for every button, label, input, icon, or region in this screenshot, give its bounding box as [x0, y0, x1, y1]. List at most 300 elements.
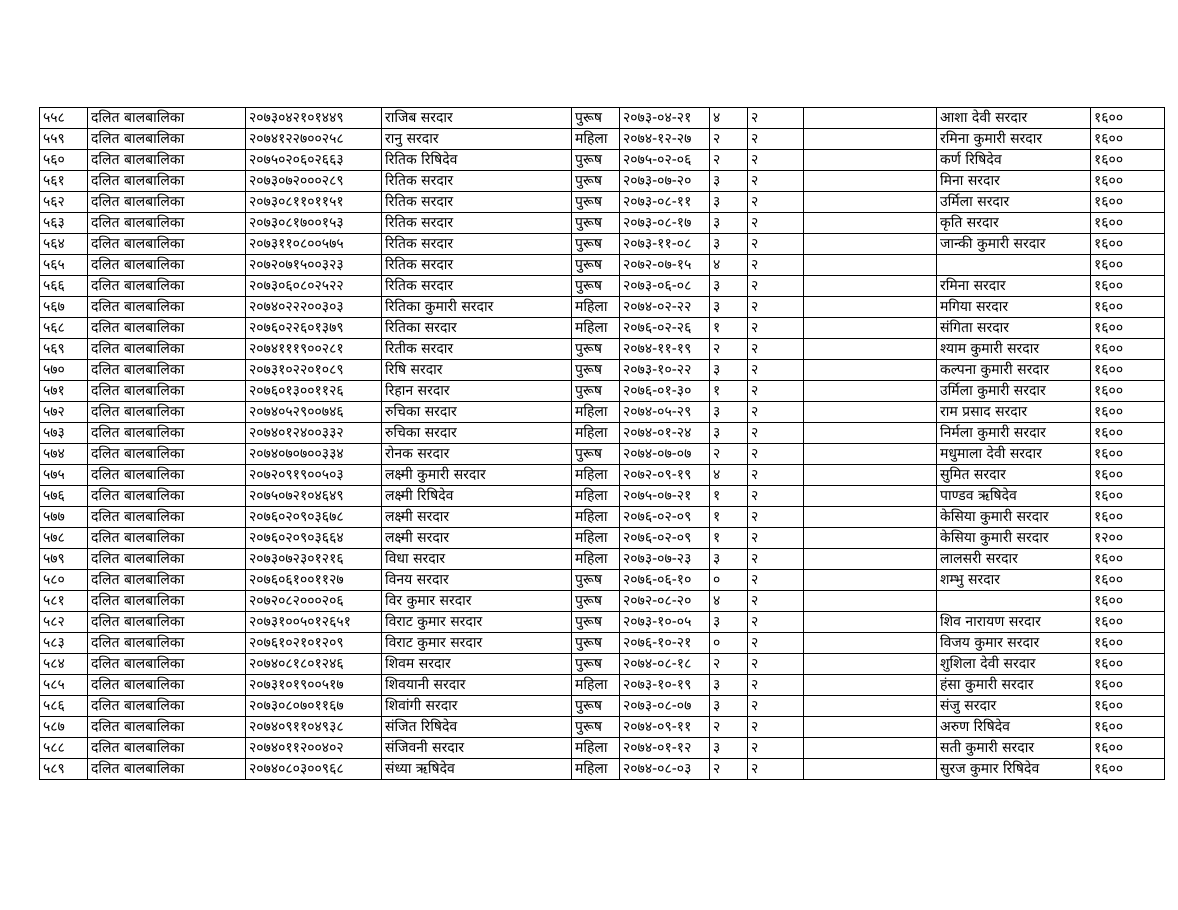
guardian-name-cell: पाण्डव ऋषिदेव [937, 486, 1091, 507]
serial-number-cell: ५८८ [40, 738, 88, 759]
beneficiary-name-cell: लक्ष्मी रिषिदेव [382, 486, 572, 507]
table-row [40, 444, 1165, 465]
number-cell: २ [710, 654, 748, 675]
date-of-birth-cell: २०७५-०२-०६ [620, 150, 710, 171]
category-cell: दलित बालबालिका [88, 318, 246, 339]
amount-cell: १६०० [1091, 213, 1165, 234]
category-cell: दलित बालबालिका [88, 465, 246, 486]
blank-cell [804, 402, 937, 423]
serial-number-cell: ५७० [40, 360, 88, 381]
amount-cell: १६०० [1091, 255, 1165, 276]
date-of-birth-cell: २०७४-०७-०७ [620, 444, 710, 465]
registration-number-cell: २०७६०१३००११२६ [246, 381, 382, 402]
registration-number-cell: २०७३०६०८०२५२२ [246, 276, 382, 297]
number-cell: ३ [710, 171, 748, 192]
category-cell: दलित बालबालिका [88, 276, 246, 297]
blank-cell [804, 486, 937, 507]
document-page [39, 107, 1165, 780]
category-cell: दलित बालबालिका [88, 675, 246, 696]
number-cell: ४ [710, 591, 748, 612]
table-row [40, 612, 1165, 633]
number-cell: २ [710, 150, 748, 171]
amount-cell: १६०० [1091, 675, 1165, 696]
gender-cell: पुरूष [572, 696, 620, 717]
number-cell: ० [710, 633, 748, 654]
date-of-birth-cell: २०७४-०५-२९ [620, 402, 710, 423]
number-cell: २ [748, 381, 804, 402]
date-of-birth-cell: २०७३-१०-१९ [620, 675, 710, 696]
amount-cell: १६०० [1091, 360, 1165, 381]
date-of-birth-cell: २०७३-०७-२३ [620, 549, 710, 570]
beneficiary-name-cell: विधा सरदार [382, 549, 572, 570]
registration-number-cell: २०७२०८२०००२०६ [246, 591, 382, 612]
registration-number-cell: २०७६०२०९०३६७८ [246, 507, 382, 528]
registration-number-cell: २०७४०५२९००७४६ [246, 402, 382, 423]
guardian-name-cell: जान्की कुमारी सरदार [937, 234, 1091, 255]
date-of-birth-cell: २०७२-०८-२० [620, 591, 710, 612]
serial-number-cell: ५८२ [40, 612, 88, 633]
number-cell: ४ [710, 255, 748, 276]
date-of-birth-cell: २०७६-०२-२६ [620, 318, 710, 339]
category-cell: दलित बालबालिका [88, 213, 246, 234]
table-row [40, 633, 1165, 654]
serial-number-cell: ५६७ [40, 297, 88, 318]
serial-number-cell: ५६१ [40, 171, 88, 192]
gender-cell: महिला [572, 297, 620, 318]
number-cell: ३ [710, 297, 748, 318]
registration-number-cell: २०७५०२०६०२६६३ [246, 150, 382, 171]
blank-cell [804, 759, 937, 780]
table-row [40, 549, 1165, 570]
gender-cell: पुरूष [572, 192, 620, 213]
gender-cell: पुरूष [572, 360, 620, 381]
beneficiary-name-cell: रोनक सरदार [382, 444, 572, 465]
date-of-birth-cell: २०७३-१०-०५ [620, 612, 710, 633]
guardian-name-cell: मधुमाला देवी सरदार [937, 444, 1091, 465]
table-row [40, 465, 1165, 486]
amount-cell: १६०० [1091, 486, 1165, 507]
number-cell: २ [710, 129, 748, 150]
date-of-birth-cell: २०७२-०९-१९ [620, 465, 710, 486]
serial-number-cell: ५६६ [40, 276, 88, 297]
beneficiary-name-cell: संध्या ऋषिदेव [382, 759, 572, 780]
gender-cell: पुरूष [572, 717, 620, 738]
serial-number-cell: ५६० [40, 150, 88, 171]
guardian-name-cell [937, 591, 1091, 612]
date-of-birth-cell: २०७४-०२-२२ [620, 297, 710, 318]
category-cell: दलित बालबालिका [88, 255, 246, 276]
registration-number-cell: २०७३०७२०००२८९ [246, 171, 382, 192]
table-row [40, 402, 1165, 423]
table-row [40, 192, 1165, 213]
category-cell: दलित बालबालिका [88, 528, 246, 549]
serial-number-cell: ५५८ [40, 108, 88, 129]
table-row [40, 171, 1165, 192]
category-cell: दलित बालबालिका [88, 339, 246, 360]
serial-number-cell: ५८३ [40, 633, 88, 654]
blank-cell [804, 276, 937, 297]
serial-number-cell: ५७१ [40, 381, 88, 402]
category-cell: दलित बालबालिका [88, 360, 246, 381]
number-cell: २ [748, 192, 804, 213]
guardian-name-cell: रमिना कुमारी सरदार [937, 129, 1091, 150]
number-cell: २ [748, 444, 804, 465]
number-cell: २ [748, 486, 804, 507]
number-cell: १ [710, 486, 748, 507]
blank-cell [804, 297, 937, 318]
registration-number-cell: २०७४०८१८०१२४६ [246, 654, 382, 675]
gender-cell: पुरूष [572, 591, 620, 612]
registration-number-cell: २०७६०६१००११२७ [246, 570, 382, 591]
amount-cell: १६०० [1091, 507, 1165, 528]
blank-cell [804, 633, 937, 654]
gender-cell: पुरूष [572, 234, 620, 255]
gender-cell: महिला [572, 486, 620, 507]
registration-number-cell: २०७३०७२३०१२१६ [246, 549, 382, 570]
blank-cell [804, 696, 937, 717]
beneficiary-name-cell: शिवांगी सरदार [382, 696, 572, 717]
amount-cell: १६०० [1091, 297, 1165, 318]
amount-cell: १६०० [1091, 276, 1165, 297]
table-row [40, 276, 1165, 297]
table-row [40, 150, 1165, 171]
date-of-birth-cell: २०७३-०८-१७ [620, 213, 710, 234]
number-cell: १ [710, 381, 748, 402]
serial-number-cell: ५८४ [40, 654, 88, 675]
gender-cell: महिला [572, 507, 620, 528]
gender-cell: पुरूष [572, 570, 620, 591]
registration-number-cell: २०७३११०८००५७५ [246, 234, 382, 255]
serial-number-cell: ५६४ [40, 234, 88, 255]
category-cell: दलित बालबालिका [88, 549, 246, 570]
amount-cell: १६०० [1091, 171, 1165, 192]
guardian-name-cell: कृति सरदार [937, 213, 1091, 234]
table-row [40, 738, 1165, 759]
number-cell: २ [748, 591, 804, 612]
category-cell: दलित बालबालिका [88, 612, 246, 633]
registration-number-cell: २०७४०८०३००९६८ [246, 759, 382, 780]
serial-number-cell: ५६५ [40, 255, 88, 276]
category-cell: दलित बालबालिका [88, 150, 246, 171]
gender-cell: महिला [572, 675, 620, 696]
blank-cell [804, 591, 937, 612]
number-cell: २ [748, 717, 804, 738]
number-cell: १ [710, 318, 748, 339]
blank-cell [804, 528, 937, 549]
date-of-birth-cell: २०७३-११-०८ [620, 234, 710, 255]
category-cell: दलित बालबालिका [88, 696, 246, 717]
gender-cell: पुरूष [572, 633, 620, 654]
category-cell: दलित बालबालिका [88, 570, 246, 591]
category-cell: दलित बालबालिका [88, 633, 246, 654]
amount-cell: १६०० [1091, 612, 1165, 633]
number-cell: २ [748, 171, 804, 192]
category-cell: दलित बालबालिका [88, 297, 246, 318]
serial-number-cell: ५८७ [40, 717, 88, 738]
serial-number-cell: ५७८ [40, 528, 88, 549]
registration-number-cell: २०७६०२०९०३६६४ [246, 528, 382, 549]
amount-cell: १६०० [1091, 129, 1165, 150]
date-of-birth-cell: २०७३-१०-२२ [620, 360, 710, 381]
category-cell: दलित बालबालिका [88, 234, 246, 255]
amount-cell: १६०० [1091, 423, 1165, 444]
table-row [40, 339, 1165, 360]
beneficiary-name-cell: रितिका कुमारी सरदार [382, 297, 572, 318]
number-cell: २ [748, 696, 804, 717]
amount-cell: १६०० [1091, 402, 1165, 423]
guardian-name-cell: हंसा कुमारी सरदार [937, 675, 1091, 696]
amount-cell: १६०० [1091, 381, 1165, 402]
amount-cell: १६०० [1091, 549, 1165, 570]
serial-number-cell: ५८१ [40, 591, 88, 612]
date-of-birth-cell: २०७५-०७-२१ [620, 486, 710, 507]
number-cell: २ [748, 276, 804, 297]
gender-cell: पुरूष [572, 171, 620, 192]
gender-cell: महिला [572, 738, 620, 759]
beneficiary-name-cell: शिवयानी सरदार [382, 675, 572, 696]
registration-number-cell: २०७४०७०७००३३४ [246, 444, 382, 465]
number-cell: ० [710, 570, 748, 591]
date-of-birth-cell: २०७३-०६-०८ [620, 276, 710, 297]
number-cell: १ [710, 507, 748, 528]
date-of-birth-cell: २०७४-०१-१२ [620, 738, 710, 759]
amount-cell: १६०० [1091, 318, 1165, 339]
gender-cell: पुरूष [572, 444, 620, 465]
beneficiary-name-cell: संजिवनी सरदार [382, 738, 572, 759]
number-cell: २ [748, 633, 804, 654]
number-cell: २ [748, 507, 804, 528]
number-cell: २ [748, 360, 804, 381]
blank-cell [804, 213, 937, 234]
category-cell: दलित बालबालिका [88, 108, 246, 129]
beneficiary-table [39, 107, 1165, 780]
number-cell: ३ [710, 213, 748, 234]
registration-number-cell: २०७३१०२२०१०८९ [246, 360, 382, 381]
date-of-birth-cell: २०७६-१०-२१ [620, 633, 710, 654]
guardian-name-cell: आशा देवी सरदार [937, 108, 1091, 129]
category-cell: दलित बालबालिका [88, 486, 246, 507]
blank-cell [804, 717, 937, 738]
amount-cell: १६०० [1091, 234, 1165, 255]
amount-cell: १६०० [1091, 192, 1165, 213]
blank-cell [804, 465, 937, 486]
table-row [40, 129, 1165, 150]
gender-cell: पुरूष [572, 654, 620, 675]
gender-cell: महिला [572, 528, 620, 549]
serial-number-cell: ५७३ [40, 423, 88, 444]
gender-cell: पुरूष [572, 213, 620, 234]
blank-cell [804, 675, 937, 696]
number-cell: २ [748, 612, 804, 633]
table-row [40, 234, 1165, 255]
serial-number-cell: ५७७ [40, 507, 88, 528]
blank-cell [804, 360, 937, 381]
date-of-birth-cell: २०७६-०१-३० [620, 381, 710, 402]
guardian-name-cell: कर्ण रिषिदेव [937, 150, 1091, 171]
date-of-birth-cell: २०७२-०७-१५ [620, 255, 710, 276]
beneficiary-name-cell: रानु सरदार [382, 129, 572, 150]
blank-cell [804, 150, 937, 171]
beneficiary-name-cell: रिहान सरदार [382, 381, 572, 402]
date-of-birth-cell: २०७४-१२-२७ [620, 129, 710, 150]
category-cell: दलित बालबालिका [88, 192, 246, 213]
beneficiary-name-cell: विराट कुमार सरदार [382, 612, 572, 633]
number-cell: १ [710, 528, 748, 549]
beneficiary-name-cell: विर कुमार सरदार [382, 591, 572, 612]
number-cell: २ [710, 759, 748, 780]
table-row [40, 486, 1165, 507]
blank-cell [804, 318, 937, 339]
guardian-name-cell: सुमित सरदार [937, 465, 1091, 486]
date-of-birth-cell: २०७४-०८-०३ [620, 759, 710, 780]
number-cell: ३ [710, 234, 748, 255]
amount-cell: १६०० [1091, 759, 1165, 780]
category-cell: दलित बालबालिका [88, 759, 246, 780]
guardian-name-cell: कल्पना कुमारी सरदार [937, 360, 1091, 381]
table-row [40, 255, 1165, 276]
number-cell: ३ [710, 738, 748, 759]
blank-cell [804, 654, 937, 675]
beneficiary-name-cell: राजिब सरदार [382, 108, 572, 129]
guardian-name-cell: केसिया कुमारी सरदार [937, 507, 1091, 528]
guardian-name-cell: उर्मिला कुमारी सरदार [937, 381, 1091, 402]
gender-cell: महिला [572, 402, 620, 423]
category-cell: दलित बालबालिका [88, 423, 246, 444]
table-row [40, 675, 1165, 696]
gender-cell: पुरूष [572, 255, 620, 276]
blank-cell [804, 234, 937, 255]
beneficiary-name-cell: विनय सरदार [382, 570, 572, 591]
amount-cell: १६०० [1091, 108, 1165, 129]
table-row [40, 759, 1165, 780]
category-cell: दलित बालबालिका [88, 591, 246, 612]
amount-cell: १६०० [1091, 591, 1165, 612]
beneficiary-name-cell: रुचिका सरदार [382, 423, 572, 444]
guardian-name-cell: मिना सरदार [937, 171, 1091, 192]
guardian-name-cell: अरुण रिषिदेव [937, 717, 1091, 738]
category-cell: दलित बालबालिका [88, 402, 246, 423]
number-cell: ३ [710, 612, 748, 633]
blank-cell [804, 129, 937, 150]
number-cell: २ [748, 213, 804, 234]
table-row [40, 108, 1165, 129]
beneficiary-name-cell: लक्ष्मी सरदार [382, 507, 572, 528]
serial-number-cell: ५७६ [40, 486, 88, 507]
serial-number-cell: ५८५ [40, 675, 88, 696]
guardian-name-cell: संजु सरदार [937, 696, 1091, 717]
number-cell: ३ [710, 549, 748, 570]
table-row [40, 717, 1165, 738]
table-row [40, 297, 1165, 318]
number-cell: २ [710, 717, 748, 738]
amount-cell: १६०० [1091, 696, 1165, 717]
blank-cell [804, 612, 937, 633]
table-row [40, 318, 1165, 339]
registration-number-cell: २०७२०९१९००५०३ [246, 465, 382, 486]
number-cell: ३ [710, 360, 748, 381]
amount-cell: १६०० [1091, 717, 1165, 738]
gender-cell: महिला [572, 129, 620, 150]
number-cell: २ [748, 129, 804, 150]
amount-cell: १२०० [1091, 528, 1165, 549]
registration-number-cell: २०७३०८१७००१५३ [246, 213, 382, 234]
table-row [40, 507, 1165, 528]
registration-number-cell: २०७६१०२१०१२०९ [246, 633, 382, 654]
guardian-name-cell: संगिता सरदार [937, 318, 1091, 339]
beneficiary-name-cell: रितिक सरदार [382, 213, 572, 234]
category-cell: दलित बालबालिका [88, 654, 246, 675]
beneficiary-name-cell: रुचिका सरदार [382, 402, 572, 423]
blank-cell [804, 423, 937, 444]
registration-number-cell: २०७३०८०७०११६७ [246, 696, 382, 717]
number-cell: २ [748, 234, 804, 255]
guardian-name-cell [937, 255, 1091, 276]
gender-cell: महिला [572, 549, 620, 570]
table-row [40, 528, 1165, 549]
number-cell: ३ [710, 423, 748, 444]
blank-cell [804, 108, 937, 129]
serial-number-cell: ५६८ [40, 318, 88, 339]
guardian-name-cell: लालसरी सरदार [937, 549, 1091, 570]
beneficiary-name-cell: शिवम सरदार [382, 654, 572, 675]
table-row [40, 696, 1165, 717]
beneficiary-name-cell: रिषि सरदार [382, 360, 572, 381]
guardian-name-cell: रमिना सरदार [937, 276, 1091, 297]
date-of-birth-cell: २०७३-०८-११ [620, 192, 710, 213]
category-cell: दलित बालबालिका [88, 171, 246, 192]
blank-cell [804, 192, 937, 213]
registration-number-cell: २०७४१११९००२८१ [246, 339, 382, 360]
date-of-birth-cell: २०७६-०२-०९ [620, 528, 710, 549]
number-cell: २ [748, 108, 804, 129]
registration-number-cell: २०७४०१२४००३३२ [246, 423, 382, 444]
gender-cell: पुरूष [572, 612, 620, 633]
number-cell: ३ [710, 696, 748, 717]
table-row [40, 360, 1165, 381]
guardian-name-cell: केसिया कुमारी सरदार [937, 528, 1091, 549]
registration-number-cell: २०७३१०१९००५१७ [246, 675, 382, 696]
guardian-name-cell: निर्मला कुमारी सरदार [937, 423, 1091, 444]
category-cell: दलित बालबालिका [88, 381, 246, 402]
number-cell: २ [748, 339, 804, 360]
number-cell: ४ [710, 108, 748, 129]
serial-number-cell: ५७४ [40, 444, 88, 465]
registration-number-cell: २०७४०११२००४०२ [246, 738, 382, 759]
number-cell: २ [748, 759, 804, 780]
registration-number-cell: २०७२०७१५००३२३ [246, 255, 382, 276]
beneficiary-name-cell: रितिक सरदार [382, 192, 572, 213]
amount-cell: १६०० [1091, 444, 1165, 465]
category-cell: दलित बालबालिका [88, 444, 246, 465]
date-of-birth-cell: २०७४-११-१९ [620, 339, 710, 360]
registration-number-cell: २०७४०२२२००३०३ [246, 297, 382, 318]
blank-cell [804, 549, 937, 570]
serial-number-cell: ५७२ [40, 402, 88, 423]
registration-number-cell: २०७४०९११०४९३८ [246, 717, 382, 738]
number-cell: ३ [710, 192, 748, 213]
guardian-name-cell: राम प्रसाद सरदार [937, 402, 1091, 423]
serial-number-cell: ५६२ [40, 192, 88, 213]
serial-number-cell: ५८९ [40, 759, 88, 780]
table-body [40, 108, 1165, 780]
guardian-name-cell: सुरज कुमार रिषिदेव [937, 759, 1091, 780]
date-of-birth-cell: २०७६-०२-०९ [620, 507, 710, 528]
number-cell: २ [748, 738, 804, 759]
beneficiary-name-cell: रितीक सरदार [382, 339, 572, 360]
date-of-birth-cell: २०७४-०८-१८ [620, 654, 710, 675]
table-row [40, 570, 1165, 591]
guardian-name-cell: सती कुमारी सरदार [937, 738, 1091, 759]
